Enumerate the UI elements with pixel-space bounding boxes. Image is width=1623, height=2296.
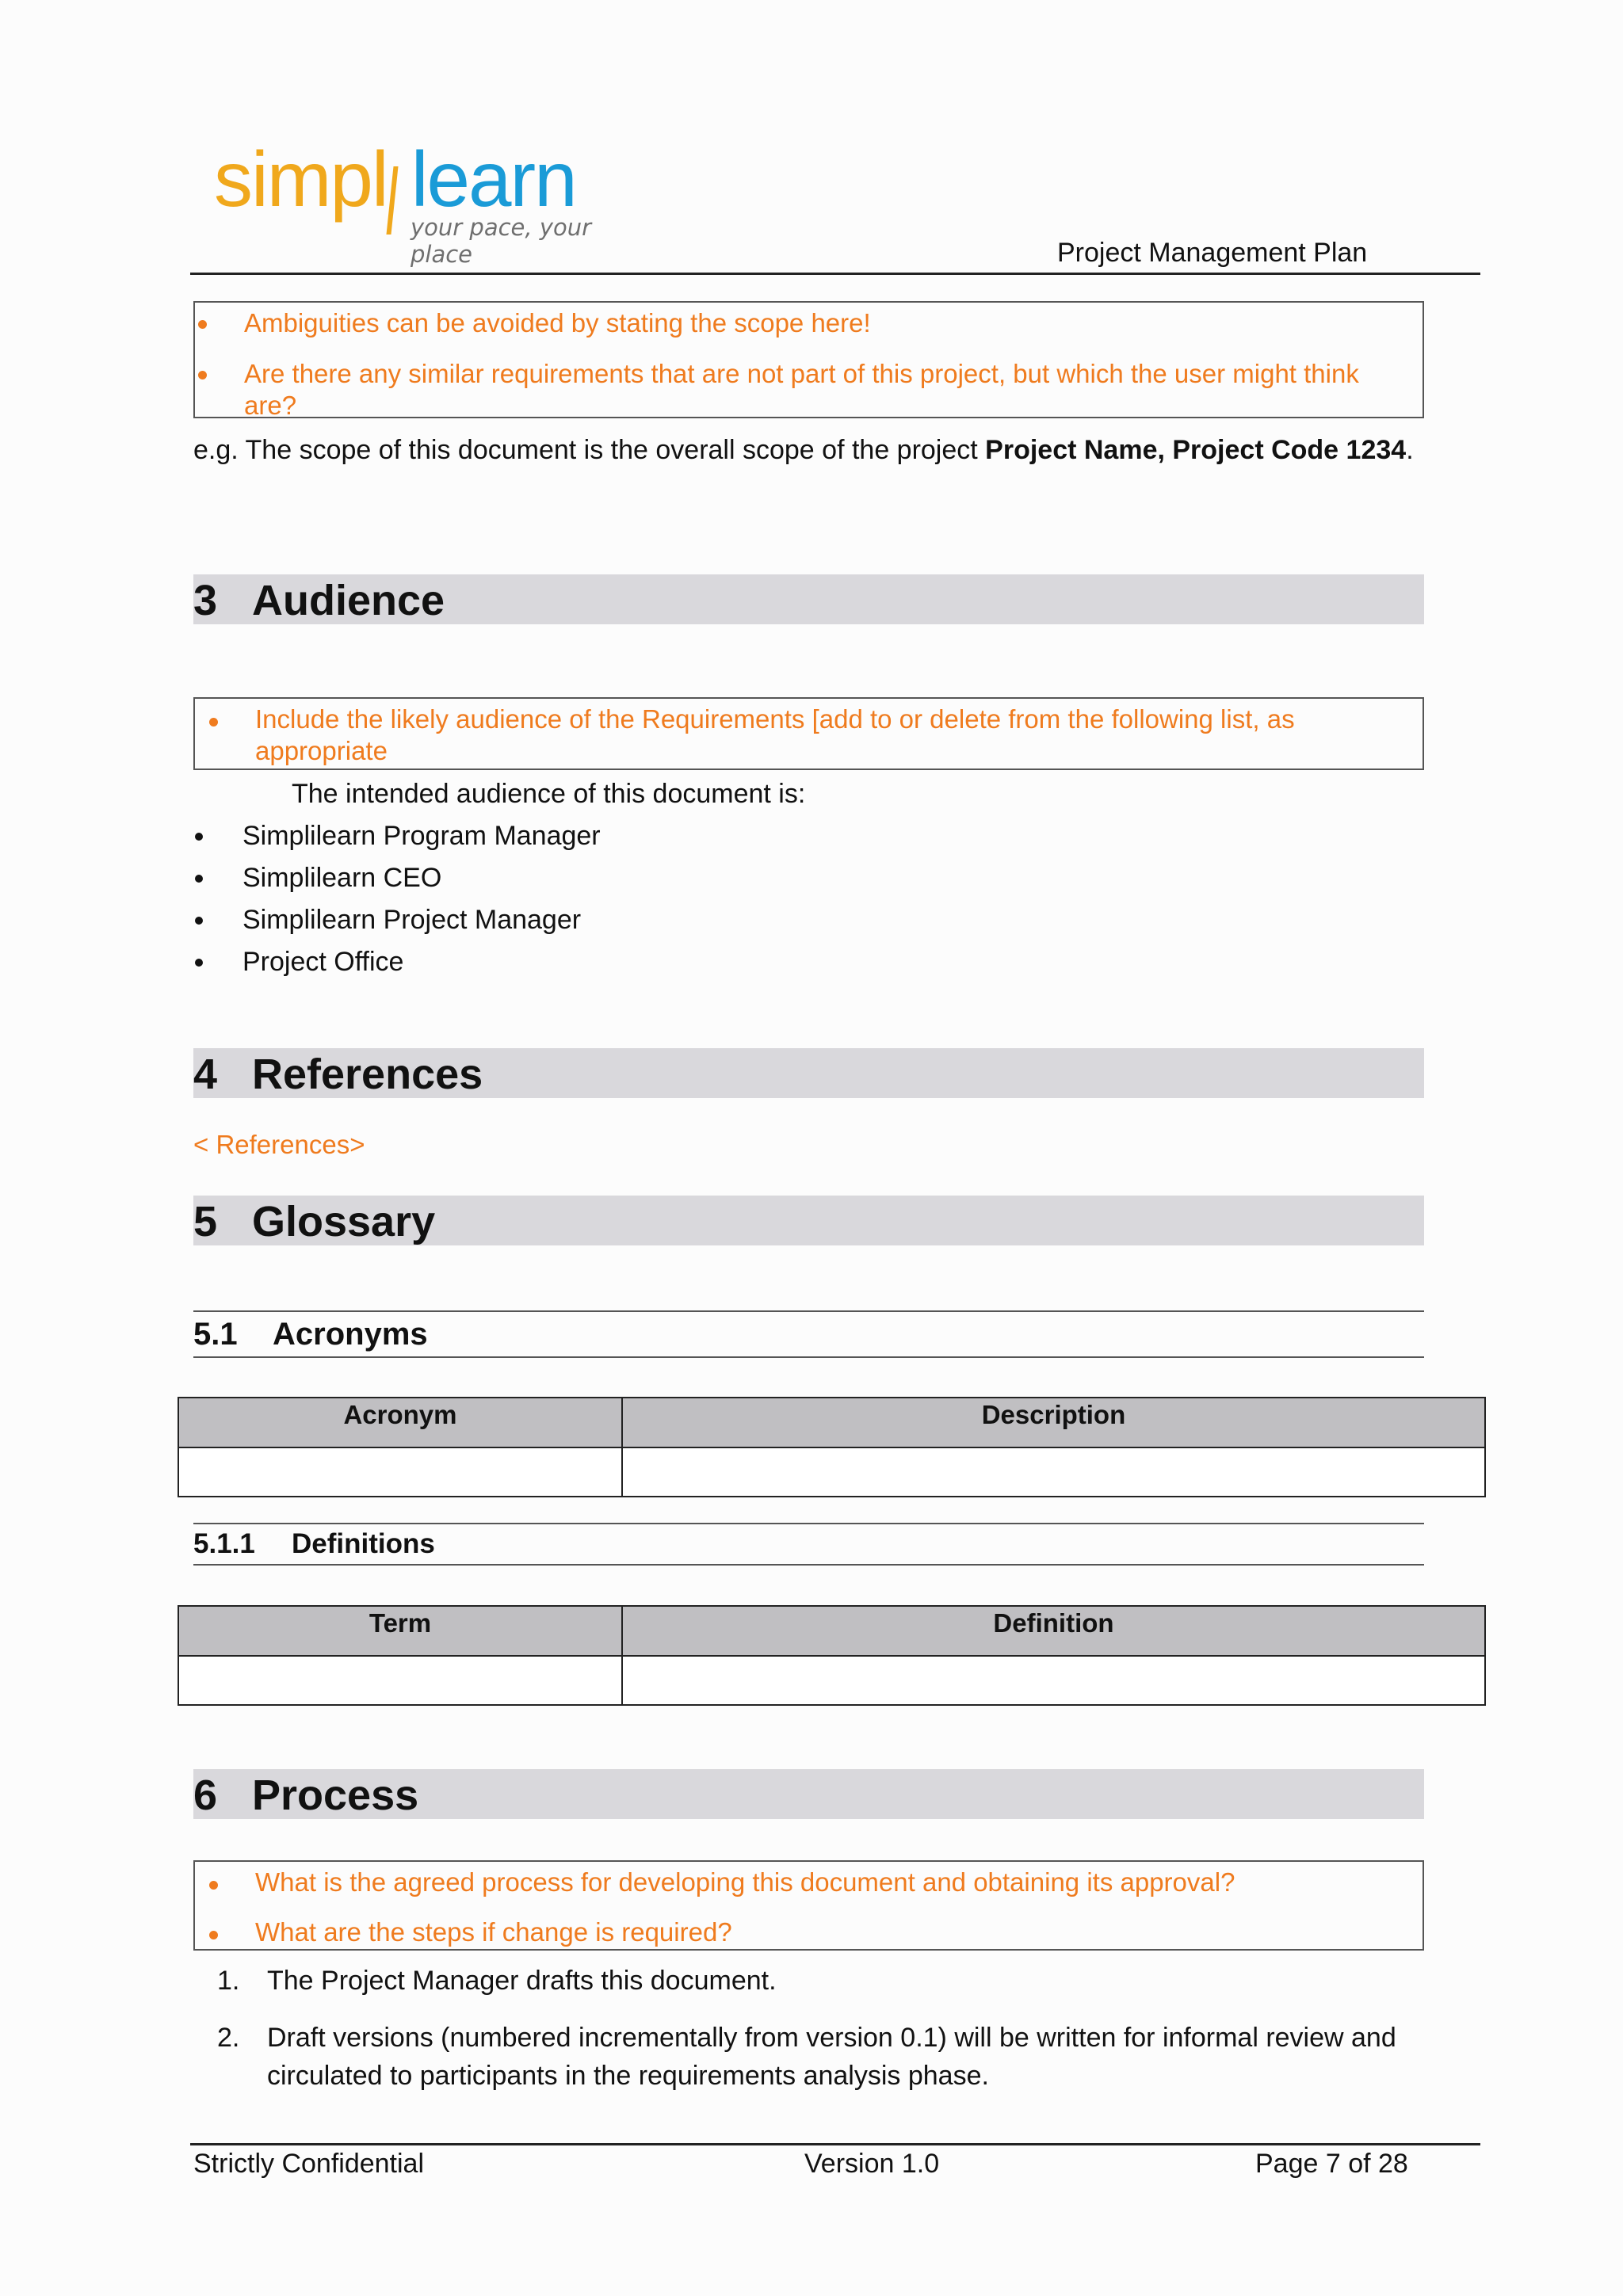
section-number: 5 (193, 1198, 218, 1245)
subsection-title: Acronyms (273, 1317, 428, 1352)
guidance-bullet (198, 320, 207, 329)
scope-text-suffix: . (1406, 435, 1414, 465)
acronyms-table (178, 1397, 1486, 1497)
list-bullet (195, 959, 203, 967)
process-step-number: 2. (217, 2023, 240, 2053)
table-header-row (178, 1606, 1485, 1656)
guidance-text: Include the likely audience of the Requirements [add to or delete from the following list, as appropriate (255, 704, 1295, 765)
subsection-heading-acronyms (193, 1310, 1424, 1358)
definitions-table (178, 1605, 1486, 1706)
process-step-text: The Project Manager drafts this document. (267, 1966, 777, 1996)
audience-item: Simplilearn Program Manager (242, 821, 601, 851)
footer-confidential: Strictly Confidential (193, 2149, 425, 2179)
section-heading-glossary (193, 1196, 1424, 1245)
scope-text-prefix: e.g. The scope of this document is the overall scope of the project (193, 435, 986, 465)
logo-tagline: your pace, your place (411, 214, 592, 268)
table-cell[interactable] (622, 1447, 1485, 1497)
audience-item: Simplilearn Project Manager (242, 905, 582, 935)
section-title: Process (252, 1772, 419, 1819)
subsection-number: 5.1 (193, 1317, 238, 1352)
subsection-number: 5.1.1 (193, 1528, 255, 1559)
logo-learn: learn (411, 135, 576, 223)
footer-page-number: Page 7 of 28 (1255, 2149, 1408, 2179)
section-title: Audience (252, 577, 445, 624)
header-title: Project Management Plan (1057, 238, 1368, 268)
section-heading-process (193, 1769, 1424, 1819)
scope-guidance-box (193, 301, 1424, 418)
section-number: 3 (193, 577, 218, 624)
guidance-bullet (209, 718, 218, 727)
section-title: Glossary (252, 1198, 436, 1245)
section-heading-audience (193, 574, 1424, 624)
header-rule (190, 273, 1480, 275)
process-step-text-continued: circulated to participants in the requirements analysis phase. (267, 2061, 989, 2091)
guidance-text: Are there any similar requirements that are not part of this project, but which the user might think are? (244, 359, 1359, 420)
guidance-text: Ambiguities can be avoided by stating the scope here! (244, 308, 871, 338)
list-bullet (195, 833, 203, 841)
scope-text (193, 431, 1430, 469)
section-number: 4 (193, 1051, 218, 1098)
guidance-bullet (209, 1931, 218, 1939)
table-header-cell: Definition (622, 1606, 1485, 1656)
subsection-heading-definitions (193, 1523, 1424, 1566)
table-cell[interactable] (178, 1447, 622, 1497)
logo-simpl: simpl (214, 135, 388, 223)
section-number: 6 (193, 1772, 218, 1819)
section-title: References (252, 1051, 483, 1098)
section-heading-references (193, 1048, 1424, 1098)
table-cell[interactable] (178, 1656, 622, 1705)
guidance-bullet (198, 371, 207, 379)
table-header-cell: Acronym (178, 1398, 622, 1447)
scope-text-bold: Project Name, Project Code 1234 (985, 435, 1407, 465)
references-placeholder: < References> (193, 1130, 365, 1159)
process-step-number: 1. (217, 1966, 240, 1996)
table-cell[interactable] (622, 1656, 1485, 1705)
table-header-cell: Description (622, 1398, 1485, 1447)
process-guidance-box (193, 1860, 1424, 1951)
guidance-text: What are the steps if change is required? (255, 1917, 732, 1947)
table-header-cell: Term (178, 1606, 622, 1656)
table-header-row (178, 1398, 1485, 1447)
simplilearn-logo (214, 135, 642, 268)
table-row (178, 1447, 1485, 1497)
audience-guidance-box (193, 697, 1424, 770)
audience-item: Project Office (242, 947, 404, 977)
footer-rule (190, 2143, 1480, 2145)
audience-item: Simplilearn CEO (242, 863, 442, 893)
list-bullet (195, 917, 203, 925)
guidance-bullet (209, 1881, 218, 1890)
table-row (178, 1656, 1485, 1705)
list-bullet (195, 875, 203, 883)
footer-version: Version 1.0 (804, 2149, 940, 2179)
audience-intro: The intended audience of this document is: (292, 779, 806, 809)
subsection-title: Definitions (292, 1528, 435, 1559)
guidance-text: What is the agreed process for developing this document and obtaining its approval? (255, 1867, 1235, 1897)
process-step-text: Draft versions (numbered incrementally from version 0.1) will be written for informal review and (267, 2023, 1396, 2053)
